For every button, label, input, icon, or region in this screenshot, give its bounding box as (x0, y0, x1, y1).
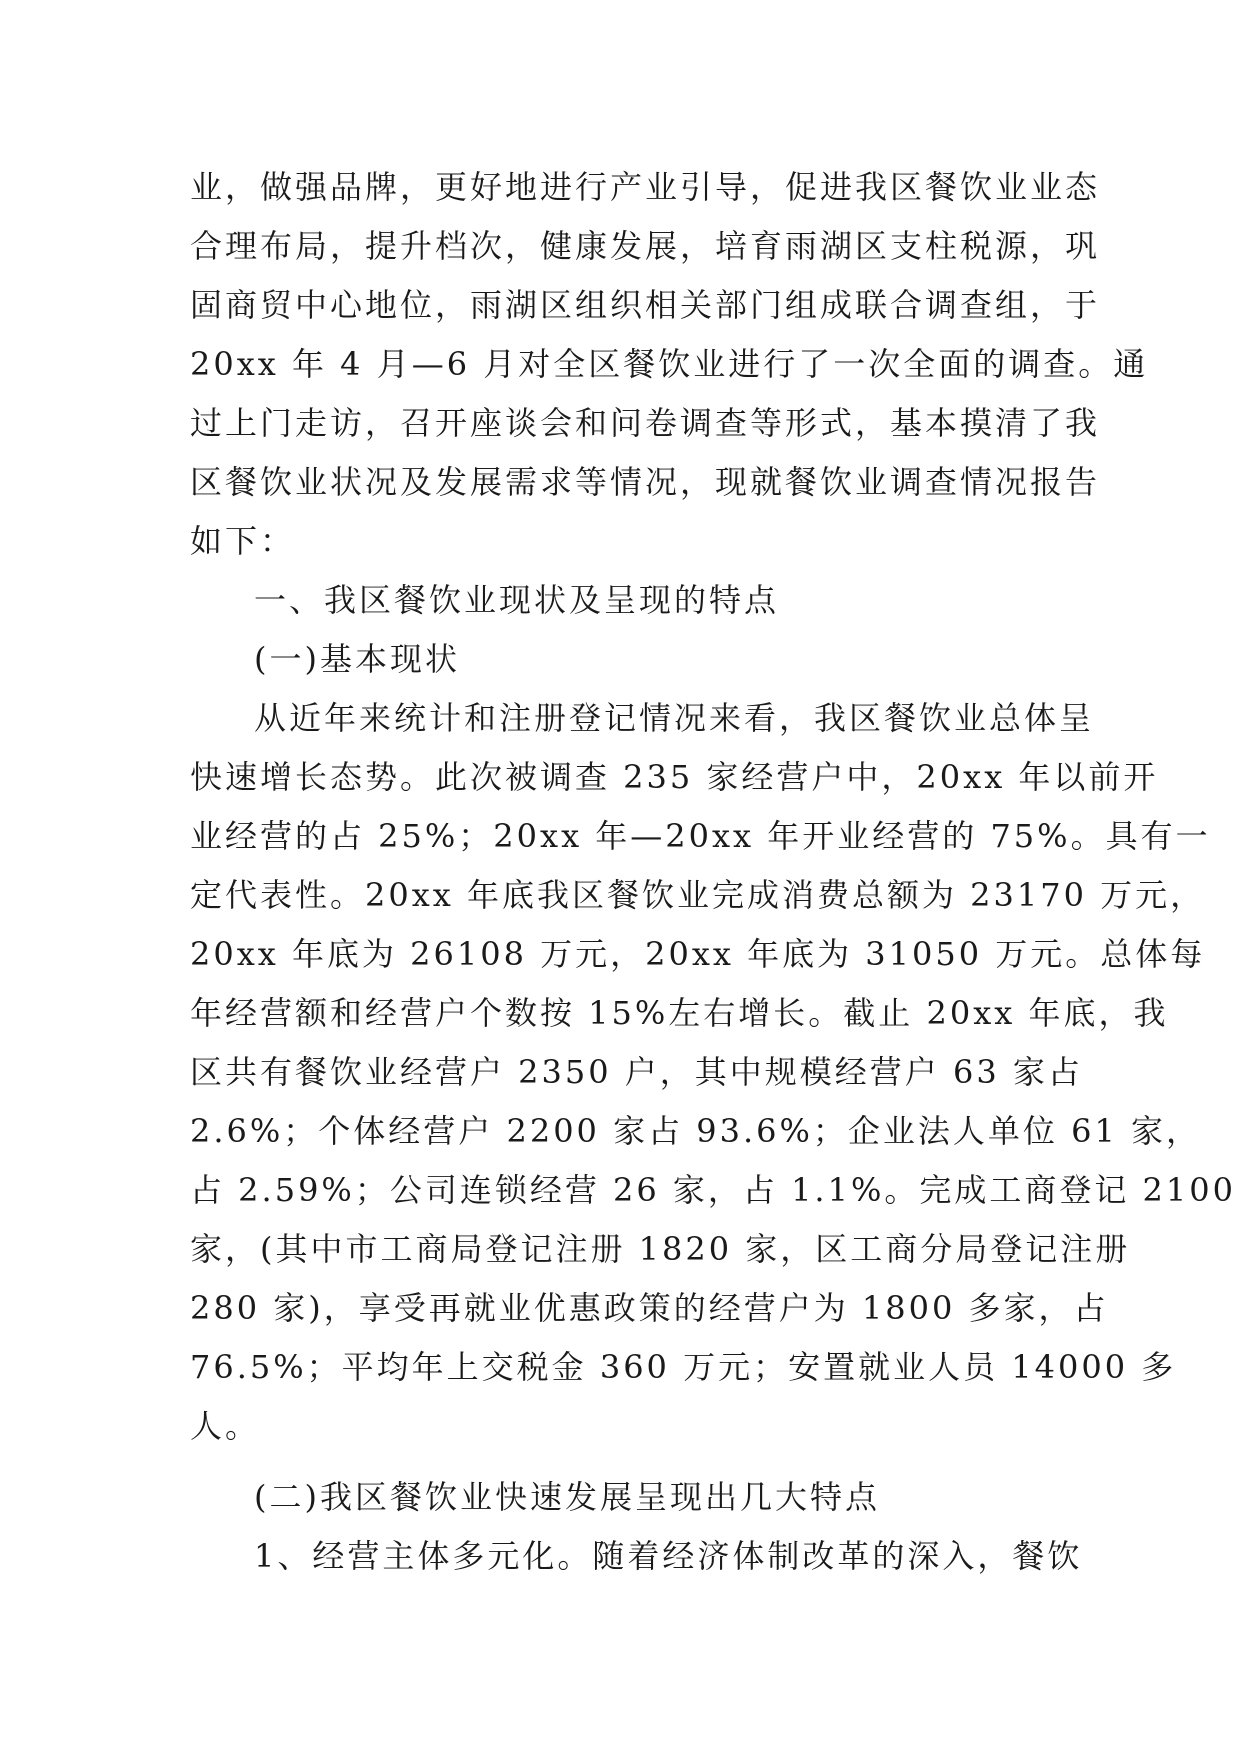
section-heading: 一、我区餐饮业现状及呈现的特点 (254, 581, 780, 619)
text-line: 业经营的占 25%；20xx 年—20xx 年开业经营的 75%。具有一 (190, 817, 1211, 855)
text-line: 固商贸中心地位，雨湖区组织相关部门组成联合调查组，于 (190, 286, 1101, 324)
text-line: 280 家)，享受再就业优惠政策的经营户为 1800 多家，占 (190, 1289, 1109, 1327)
text-line: 快速增长态势。此次被调查 235 家经营户中，20xx 年以前开 (190, 758, 1159, 796)
text-line: 从近年来统计和注册登记情况来看，我区餐饮业总体呈 (254, 699, 1095, 737)
subsection-heading: (二)我区餐饮业快速发展呈现出几大特点 (254, 1478, 880, 1516)
spacer (190, 1456, 1050, 1468)
text-line: 年经营额和经营户个数按 15%左右增长。截止 20xx 年底，我 (190, 994, 1169, 1032)
text-line: 区共有餐饮业经营户 2350 户，其中规模经营户 63 家占 (190, 1053, 1083, 1091)
text-line: 家，(其中市工商局登记注册 1820 家，区工商分局登记注册 (190, 1230, 1131, 1268)
status-paragraph (190, 689, 1236, 1456)
document-body (190, 158, 1236, 1586)
text-line: 合理布局，提升档次，健康发展，培育雨湖区支柱税源，巩 (190, 227, 1101, 265)
text-line: 如下： (190, 522, 296, 560)
text-line: 人。 (190, 1407, 261, 1445)
text-line: 过上门走访，召开座谈会和问卷调查等形式，基本摸清了我 (190, 404, 1101, 442)
text-line: 2.6%；个体经营户 2200 家占 93.6%；企业法人单位 61 家， (190, 1112, 1201, 1150)
features-paragraph (190, 1527, 1083, 1586)
text-line: 1、经营主体多元化。随着经济体制改革的深入，餐饮 (254, 1537, 1083, 1575)
text-line: 20xx 年底为 26108 万元，20xx 年底为 31050 万元。总体每 (190, 935, 1206, 973)
text-line: 20xx 年 4 月—6 月对全区餐饮业进行了一次全面的调查。通 (190, 345, 1149, 383)
text-line: 76.5%；平均年上交税金 360 万元；安置就业人员 14000 多 (190, 1348, 1177, 1386)
text-line: 占 2.59%；公司连锁经营 26 家，占 1.1%。完成工商登记 2100 (190, 1171, 1236, 1209)
text-line: 区餐饮业状况及发展需求等情况，现就餐饮业调查情况报告 (190, 463, 1101, 501)
subsection-heading: (一)基本现状 (254, 640, 460, 678)
text-line: 定代表性。20xx 年底我区餐饮业完成消费总额为 23170 万元， (190, 876, 1206, 914)
intro-paragraph (190, 158, 1149, 571)
text-line: 业，做强品牌，更好地进行产业引导，促进我区餐饮业业态 (190, 168, 1101, 206)
